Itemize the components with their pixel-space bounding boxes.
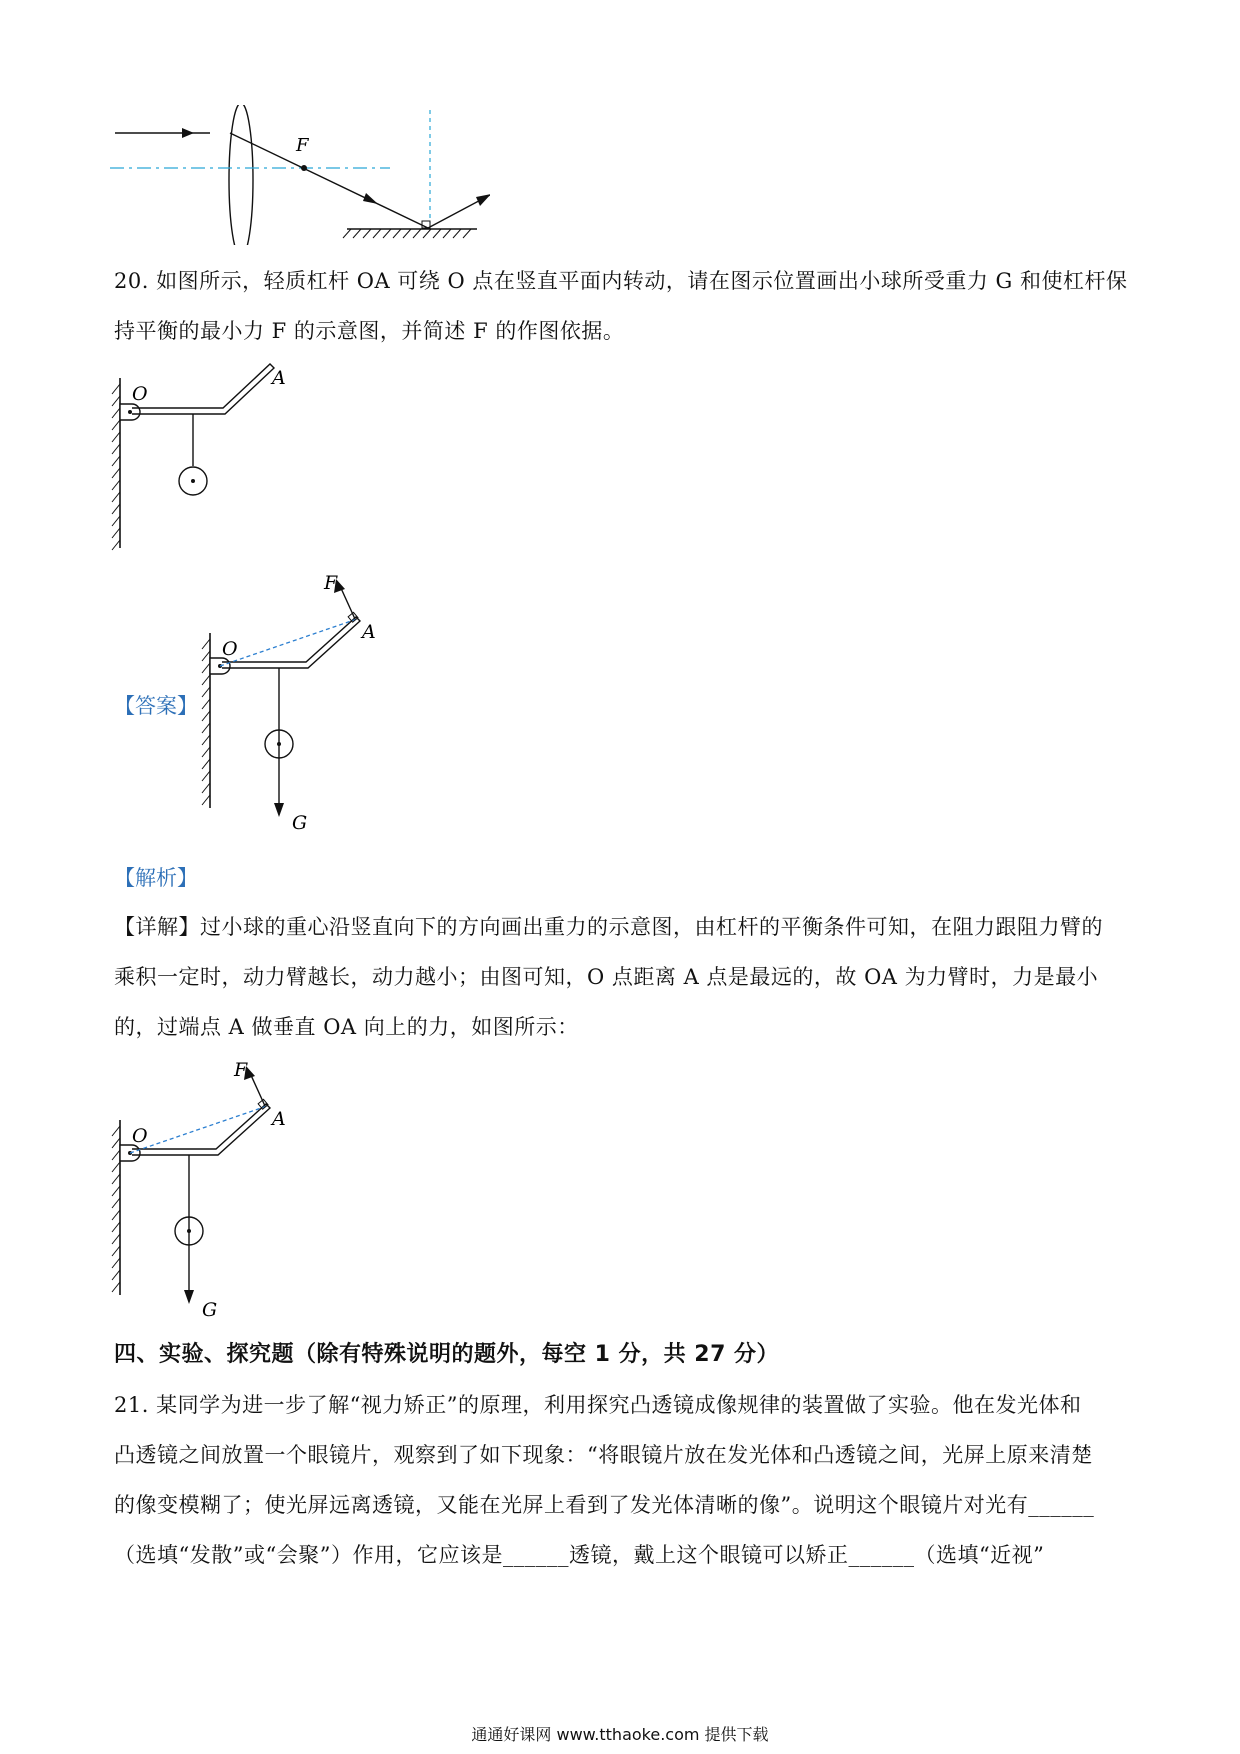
end-label: A bbox=[272, 367, 286, 389]
question-20-line-2: 持平衡的最小力 F 的示意图，并简述 F 的作图依据。 bbox=[114, 319, 625, 343]
force-label: F bbox=[234, 1059, 248, 1081]
pivot-label: O bbox=[132, 383, 148, 405]
answer-tag: 【答案】 bbox=[114, 694, 198, 718]
detail-line-3: 的，过端点 A 做垂直 OA 向上的力，如图所示： bbox=[114, 1015, 579, 1039]
question-20-line-1: 20. 如图所示，轻质杠杆 OA 可绕 O 点在竖直平面内转动，请在图示位置画出小球所受重力 G 和使杠杆保 bbox=[114, 269, 1128, 293]
pivot-label: O bbox=[222, 638, 238, 660]
analysis-tag: 【解析】 bbox=[114, 866, 198, 890]
gravity-label: G bbox=[202, 1299, 218, 1321]
footer: 通通好课网 www.tthaoke.com 提供下载 bbox=[471, 1725, 769, 1744]
optics-figure bbox=[110, 105, 490, 245]
lever-figure-question bbox=[110, 358, 290, 553]
question-21-line-4: （选填“发散”或“会聚”）作用，它应该是______透镜，戴上这个眼镜可以矫正______（选填“近视” bbox=[114, 1543, 1045, 1567]
lever-figure-answer bbox=[200, 563, 400, 835]
pivot-label: O bbox=[132, 1125, 148, 1147]
question-21-line-2: 凸透镜之间放置一个眼镜片，观察到了如下现象：“将眼镜片放在发光体和凸透镜之间，光屏上原来清楚 bbox=[114, 1443, 1093, 1467]
focal-point-label: F bbox=[296, 135, 309, 156]
lever-figure-explanation bbox=[110, 1050, 310, 1322]
end-label: A bbox=[272, 1108, 286, 1130]
section-4-heading: 四、实验、探究题（除有特殊说明的题外，每空 1 分，共 27 分） bbox=[114, 1342, 780, 1367]
end-label: A bbox=[362, 621, 376, 643]
gravity-label: G bbox=[292, 812, 308, 834]
question-21-line-1: 21. 某同学为进一步了解“视力矫正”的原理，利用探究凸透镜成像规律的装置做了实验。他在发光体和 bbox=[114, 1393, 1082, 1417]
force-label: F bbox=[324, 572, 338, 594]
detail-line-2: 乘积一定时，动力臂越长，动力越小；由图可知，O 点距离 A 点是最远的，故 OA 为力臂时，力是最小 bbox=[114, 965, 1099, 989]
question-21-line-3: 的像变模糊了；使光屏远离透镜，又能在光屏上看到了发光体清晰的像”。说明这个眼镜片对光有______ bbox=[114, 1493, 1095, 1517]
detail-line-1: 【详解】过小球的重心沿竖直向下的方向画出重力的示意图，由杠杆的平衡条件可知，在阻力跟阻力臂的 bbox=[114, 915, 1103, 939]
